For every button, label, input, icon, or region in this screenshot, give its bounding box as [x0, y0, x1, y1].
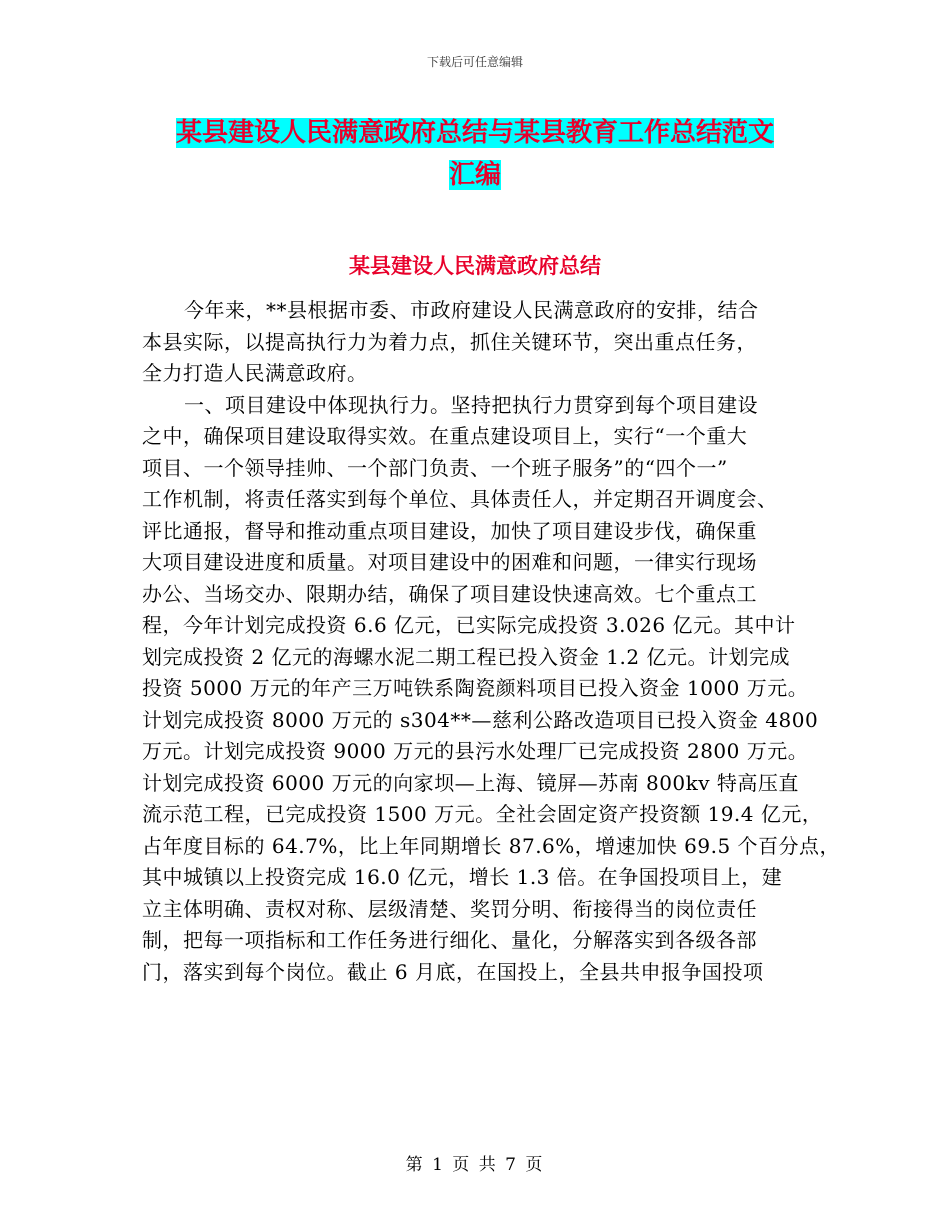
body-paragraphs — [142, 295, 841, 988]
body-line: 工作机制，将责任落实到每个单位、具体责任人，并定期召开调度会、 — [142, 487, 778, 511]
body-line: 大项目建设进度和质量。对项目建设中的困难和问题，一律实行现场 — [142, 550, 757, 574]
body-line: 流示范工程，已完成投资 1500 万元。全社会固定资产投资额 19.4 亿元， — [142, 802, 823, 826]
body-line: 投资 5000 万元的年产三万吨铁系陶瓷颜料项目已投入资金 1000 万元。 — [142, 676, 809, 700]
section-heading: 某县建设人民满意政府总结 — [349, 254, 601, 278]
body-line: 计划完成投资 8000 万元的 s304**—慈利公路改造项目已投入资金 4800 — [142, 707, 819, 732]
body-line: 项目、一个领导挂帅、一个部门负责、一个班子服务”的“四个一” — [142, 455, 728, 480]
body-line: 一、项目建设中体现执行力。坚持把执行力贯穿到每个项目建设 — [184, 392, 758, 417]
body-line: 万元。计划完成投资 9000 万元的县污水处理厂已完成投资 2800 万元。 — [142, 739, 809, 763]
document-title — [0, 112, 950, 196]
page-header-note: 下载后可任意编辑 — [426, 55, 523, 69]
body-line: 计划完成投资 6000 万元的向家坝—上海、镜屏—苏南 800kv 特高压直 — [142, 770, 799, 795]
body-line: 程，今年计划完成投资 6.6 亿元，已实际完成投资 3.026 亿元。其中计 — [142, 613, 796, 637]
body-line: 其中城镇以上投资完成 16.0 亿元，增长 1.3 倍。在争国投项目上，建 — [142, 865, 783, 889]
page-number: 第 1 页 共 7 页 — [405, 1155, 545, 1175]
body-line: 占年度目标的 64.7%，比上年同期增长 87.6%，增速加快 69.5 个百分点， — [142, 833, 841, 858]
document-title-line-2: 汇编 — [448, 160, 501, 190]
body-line: 本县实际，以提高执行力为着力点，抓住关键环节，突出重点任务， — [142, 329, 757, 354]
document-title-line-1: 某县建设人民满意政府总结与某县教育工作总结范文 — [175, 118, 774, 148]
body-line: 立主体明确、责权对称、层级清楚、奖罚分明、衔接得当的岗位责任 — [142, 896, 757, 921]
body-line: 评比通报，督导和推动重点项目建设，加快了项目建设步伐，确保重 — [142, 518, 757, 543]
body-line: 划完成投资 2 亿元的海螺水泥二期工程已投入资金 1.2 亿元。计划完成 — [142, 644, 790, 669]
body-line: 今年来，**县根据市委、市政府建设人民满意政府的安排，结合 — [184, 298, 759, 322]
body-line: 办公、当场交办、限期办结，确保了项目建设快速高效。七个重点工 — [142, 581, 757, 606]
body-line: 之中，确保项目建设取得实效。在重点建设项目上，实行“一个重大 — [142, 424, 748, 448]
body-line: 全力打造人民满意政府。 — [142, 361, 368, 385]
body-line: 制，把每一项指标和工作任务进行细化、量化，分解落实到各级各部 — [142, 928, 757, 952]
body-line: 门，落实到每个岗位。截止 6 月底，在国投上，全县共申报争国投项 — [142, 959, 764, 984]
